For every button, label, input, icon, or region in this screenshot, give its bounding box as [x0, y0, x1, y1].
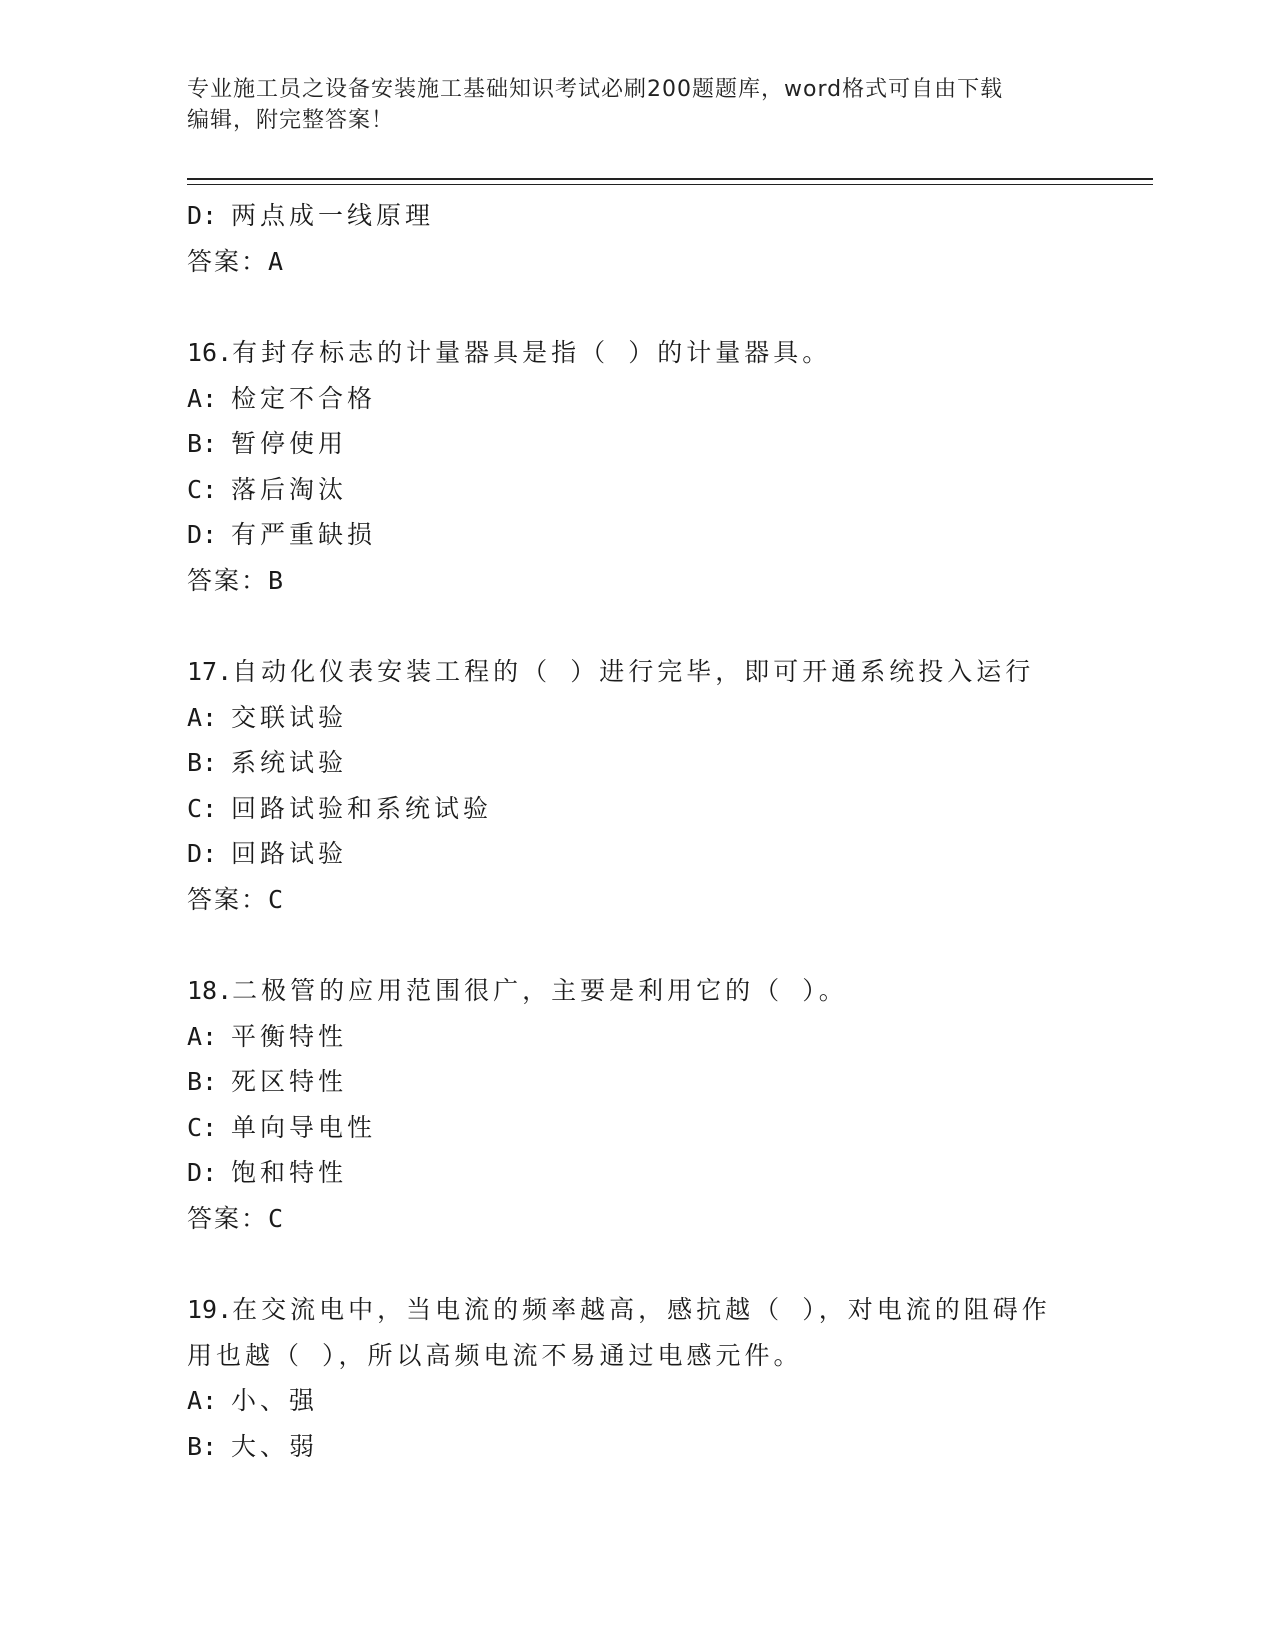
question-number: 19. [187, 1295, 233, 1324]
option-key: D: [187, 1158, 218, 1187]
answer-label: 答案： [187, 246, 269, 276]
question-18-stem [187, 968, 1087, 1014]
option-text: 检定不合格 [231, 383, 377, 413]
option-key: A: [187, 1021, 218, 1051]
option-text: 平衡特性 [231, 1021, 348, 1051]
option-text: 有严重缺损 [231, 520, 377, 549]
question-16-option-d [187, 512, 1087, 558]
option-text: 大、弱 [231, 1431, 319, 1461]
question-number: 16. [187, 338, 233, 367]
header-divider-thick [187, 178, 1153, 180]
answer-label: 答案： [187, 884, 269, 914]
question-18-option-c [187, 1105, 1087, 1151]
spacer [187, 1241, 1087, 1287]
question-17-option-a [187, 695, 1087, 741]
header-line-1: 专业施工员之设备安装施工基础知识考试必刷200题题库，word格式可自由下载 [187, 77, 1004, 102]
answer-label: 答案： [187, 565, 269, 595]
option-text: 回路试验和系统试验 [231, 793, 493, 823]
question-list [187, 193, 1087, 1469]
option-key: B: [187, 429, 218, 458]
option-text: 小、强 [231, 1386, 319, 1415]
answer-continued [187, 239, 1087, 285]
question-17-option-d [187, 831, 1087, 877]
option-text: 两点成一线原理 [231, 201, 435, 230]
question-16-option-c [187, 467, 1087, 513]
spacer [187, 284, 1087, 330]
option-key: C: [187, 793, 218, 823]
option-key: A: [187, 1386, 218, 1415]
header-divider-thin [187, 184, 1153, 185]
question-17-answer [187, 877, 1087, 923]
question-18-answer [187, 1196, 1087, 1242]
option-key: C: [187, 1112, 218, 1142]
option-key: A: [187, 702, 218, 732]
question-text: 自动化仪表安装工程的（ ）进行完毕，即可开通系统投入运行 [232, 657, 1035, 686]
option-text: 交联试验 [231, 702, 348, 732]
question-17-stem [187, 649, 1087, 695]
answer-label: 答案： [187, 1203, 269, 1233]
option-key: D: [187, 839, 218, 868]
question-text: 在交流电中，当电流的频率越高，感抗越（ ），对电流的阻碍作 [232, 1295, 1051, 1324]
question-text: 二极管的应用范围很广，主要是利用它的（ ）。 [232, 976, 848, 1005]
option-key: D: [187, 520, 218, 549]
answer-value: C [268, 884, 284, 914]
question-19-option-a [187, 1378, 1087, 1424]
question-19-option-b [187, 1424, 1087, 1470]
option-d-continued [187, 193, 1087, 239]
question-16-option-a [187, 376, 1087, 422]
option-key: D: [187, 201, 218, 230]
option-key: C: [187, 474, 218, 504]
question-16-stem [187, 330, 1087, 376]
option-text: 回路试验 [231, 839, 348, 868]
question-19-stem-line-1 [187, 1287, 1087, 1333]
option-text: 单向导电性 [231, 1112, 377, 1142]
header-line-2: 编辑，附完整答案！ [187, 108, 395, 133]
question-number: 17. [187, 657, 233, 686]
option-key: A: [187, 383, 218, 413]
question-17-option-c [187, 786, 1087, 832]
question-text: 有封存标志的计量器具是指（ ）的计量器具。 [232, 338, 832, 367]
answer-value: A [268, 246, 284, 276]
spacer [187, 922, 1087, 968]
option-text: 系统试验 [231, 748, 348, 777]
question-18-option-d [187, 1150, 1087, 1196]
option-key: B: [187, 1431, 218, 1461]
document-header [187, 74, 1077, 136]
option-text: 饱和特性 [231, 1158, 348, 1187]
question-17-option-b [187, 740, 1087, 786]
question-16-answer [187, 558, 1087, 604]
question-18-option-a [187, 1014, 1087, 1060]
question-18-option-b [187, 1059, 1087, 1105]
spacer [187, 603, 1087, 649]
question-number: 18. [187, 976, 233, 1005]
option-text: 暂停使用 [231, 429, 348, 458]
answer-value: C [268, 1203, 284, 1233]
question-16-option-b [187, 421, 1087, 467]
option-text: 死区特性 [231, 1067, 348, 1096]
answer-value: B [268, 565, 284, 595]
question-19-stem-line-2 [187, 1333, 1087, 1379]
option-key: B: [187, 748, 218, 777]
option-key: B: [187, 1067, 218, 1096]
option-text: 落后淘汰 [231, 474, 348, 504]
question-text: 用也越（ ），所以高频电流不易通过电感元件。 [187, 1340, 803, 1370]
